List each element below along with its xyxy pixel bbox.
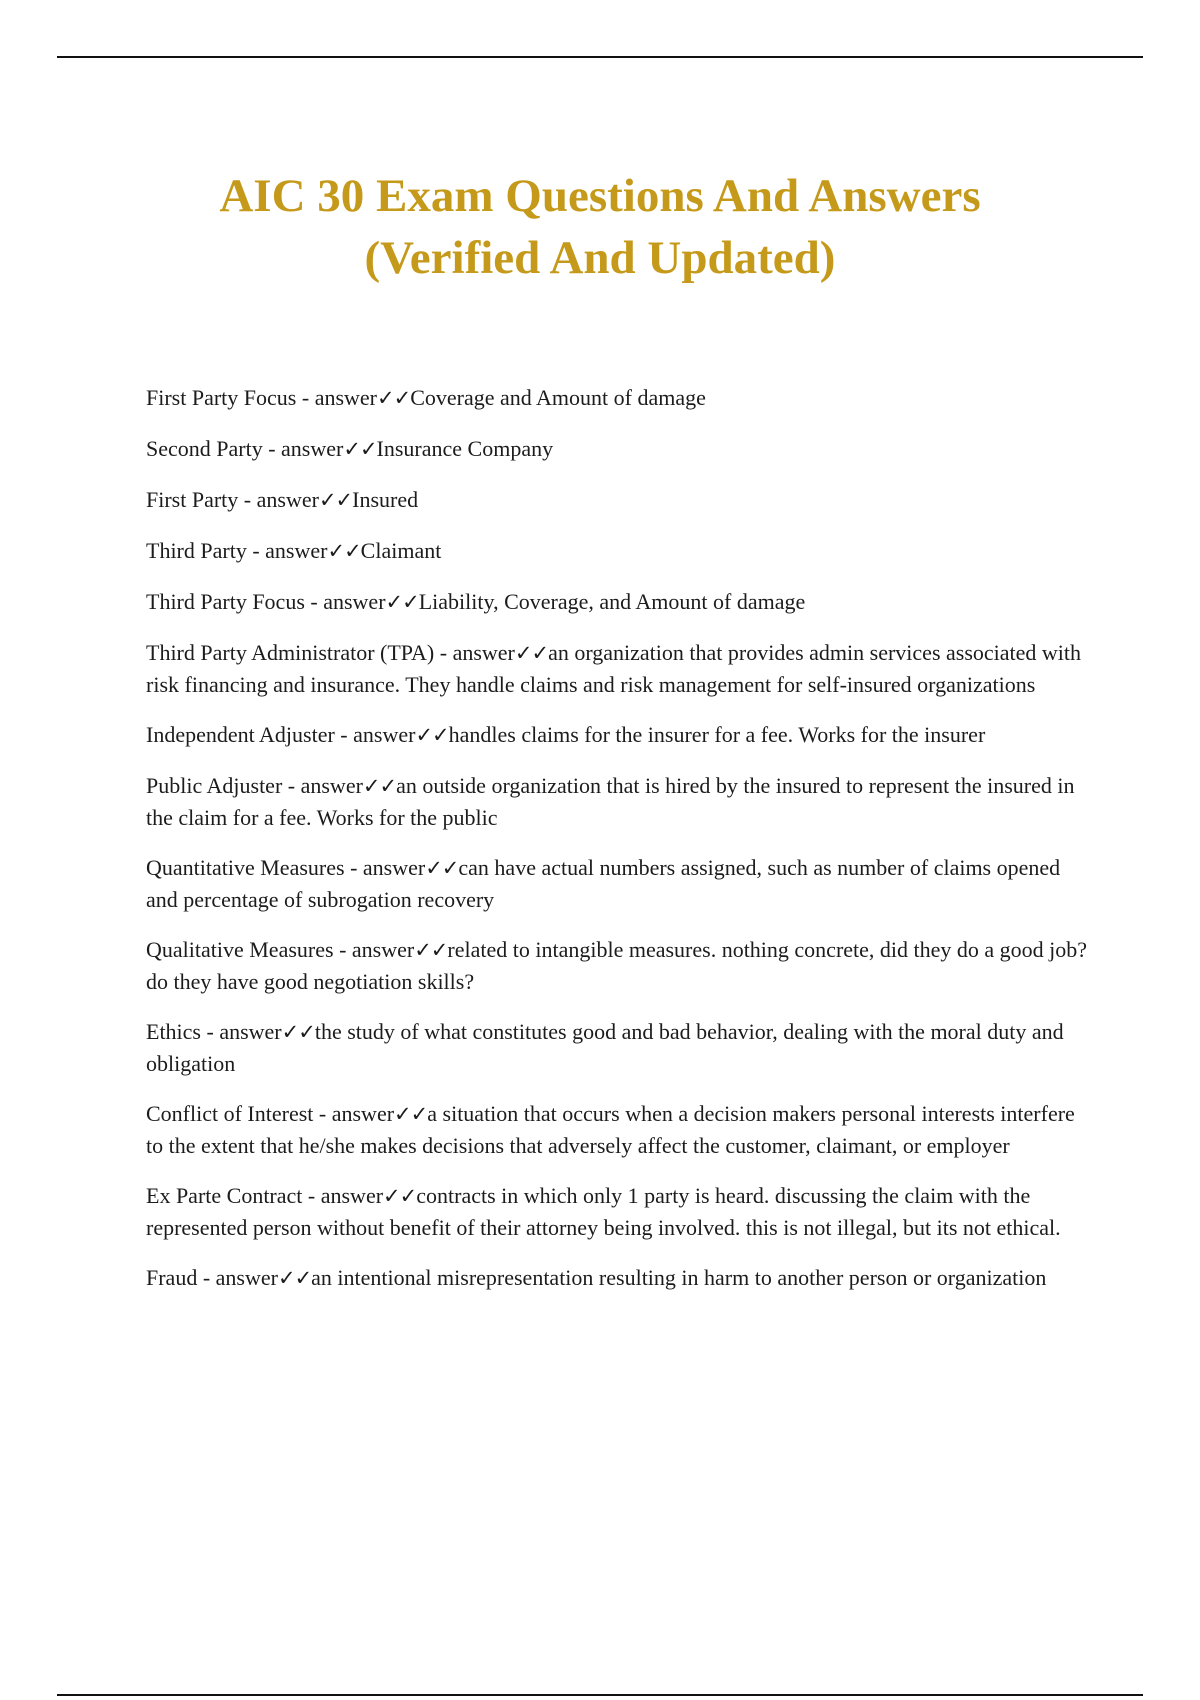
answer-label: answer xyxy=(323,589,386,614)
qa-item xyxy=(146,1180,1096,1243)
answer-label: answer xyxy=(452,640,515,665)
answer-label: answer xyxy=(362,855,426,880)
title-line-1: AIC 30 Exam Questions And Answers xyxy=(219,170,981,222)
title-line-2: (Verified And Updated) xyxy=(364,232,836,284)
qa-term: First Party Focus xyxy=(146,385,297,410)
qa-term: Public Adjuster xyxy=(146,773,283,798)
double-check-icon: ✓✓ xyxy=(281,1020,315,1044)
qa-separator: - xyxy=(282,773,301,798)
top-rule xyxy=(57,56,1143,58)
qa-item xyxy=(146,934,1096,997)
qa-separator: - xyxy=(344,855,363,880)
answer-label: answer xyxy=(215,1265,278,1290)
qa-definition: an intentional misrepresentation resulting in harm to another person or organization xyxy=(311,1265,1047,1290)
double-check-icon: ✓✓ xyxy=(362,774,397,798)
qa-item xyxy=(146,484,1096,516)
double-check-icon: ✓✓ xyxy=(318,488,353,512)
qa-list xyxy=(146,382,1096,1313)
qa-separator: - xyxy=(333,937,352,962)
qa-item xyxy=(146,1262,1096,1294)
answer-label: answer xyxy=(353,722,416,747)
qa-term: Ex Parte Contract xyxy=(146,1183,303,1208)
qa-term: Qualitative Measures xyxy=(146,937,334,962)
qa-separator: - xyxy=(334,722,354,747)
double-check-icon: ✓✓ xyxy=(415,723,449,747)
qa-term: Third Party Focus xyxy=(146,589,305,614)
qa-definition: related to intangible measures. nothing concrete, did they do a good job? do they have good negotiation skills? xyxy=(146,937,1088,994)
qa-separator: - xyxy=(434,640,453,665)
qa-term: Conflict of Interest xyxy=(146,1101,314,1126)
qa-item xyxy=(146,852,1096,915)
qa-term: Third Party xyxy=(146,538,247,563)
bottom-rule xyxy=(57,1694,1143,1696)
qa-definition: Coverage and Amount of damage xyxy=(410,385,706,410)
answer-label: answer xyxy=(351,937,415,962)
answer-label: answer xyxy=(219,1019,282,1044)
qa-separator: - xyxy=(197,1265,216,1290)
qa-term: Independent Adjuster xyxy=(146,722,335,747)
answer-label: answer xyxy=(314,385,377,410)
qa-item xyxy=(146,1016,1096,1079)
qa-definition: an organization that provides admin services associated with risk financing and insurance. They handle claims and risk management for self-insured organizations xyxy=(146,640,1082,697)
qa-separator: - xyxy=(302,1183,321,1208)
qa-definition: a situation that occurs when a decision makers personal interests interfere to the extent that he/she makes decisions that adversely affect the customer, claimant, or employer xyxy=(146,1101,1075,1158)
qa-separator: - xyxy=(262,436,282,461)
qa-item xyxy=(146,1098,1096,1161)
qa-definition: Insured xyxy=(352,487,419,512)
qa-term: Quantitative Measures xyxy=(146,855,345,880)
qa-item xyxy=(146,637,1096,700)
qa-separator: - xyxy=(304,589,324,614)
qa-item xyxy=(146,770,1096,833)
answer-label: answer xyxy=(256,487,319,512)
qa-separator: - xyxy=(238,487,257,512)
qa-definition: handles claims for the insurer for a fee. Works for the insurer xyxy=(448,722,986,747)
qa-term: Ethics xyxy=(146,1019,201,1044)
double-check-icon: ✓✓ xyxy=(514,641,549,665)
answer-label: answer xyxy=(331,1101,395,1126)
qa-separator: - xyxy=(201,1019,220,1044)
qa-definition: Insurance Company xyxy=(376,436,554,461)
double-check-icon: ✓✓ xyxy=(385,590,419,614)
double-check-icon: ✓✓ xyxy=(425,856,459,880)
double-check-icon: ✓✓ xyxy=(327,539,361,563)
qa-item xyxy=(146,719,1096,751)
answer-label: answer xyxy=(265,538,328,563)
qa-separator: - xyxy=(313,1101,332,1126)
qa-definition: Liability, Coverage, and Amount of damage xyxy=(418,589,806,614)
qa-definition: an outside organization that is hired by the insured to represent the insured in the claim for a fee. Works for the public xyxy=(146,773,1075,830)
double-check-icon: ✓✓ xyxy=(383,1184,417,1208)
double-check-icon: ✓✓ xyxy=(394,1102,428,1126)
qa-item xyxy=(146,433,1096,465)
qa-separator: - xyxy=(246,538,266,563)
answer-label: answer xyxy=(320,1183,384,1208)
qa-item xyxy=(146,586,1096,618)
double-check-icon: ✓✓ xyxy=(277,1266,312,1290)
double-check-icon: ✓✓ xyxy=(343,437,377,461)
answer-label: answer xyxy=(300,773,363,798)
qa-definition: can have actual numbers assigned, such as number of claims opened and percentage of subrogation recovery xyxy=(146,855,1061,912)
qa-definition: Claimant xyxy=(360,538,442,563)
qa-item xyxy=(146,535,1096,567)
qa-item xyxy=(146,382,1096,414)
qa-definition: contracts in which only 1 party is heard. discussing the claim with the represented person without benefit of their attorney being involved. this is not illegal, but its not ethical. xyxy=(146,1183,1061,1240)
qa-term: First Party xyxy=(146,487,239,512)
document-title xyxy=(100,165,1100,289)
qa-term: Third Party Administrator (TPA) xyxy=(146,640,435,665)
qa-term: Fraud xyxy=(146,1265,198,1290)
answer-label: answer xyxy=(281,436,344,461)
double-check-icon: ✓✓ xyxy=(377,386,411,410)
qa-term: Second Party xyxy=(146,436,263,461)
double-check-icon: ✓✓ xyxy=(414,938,448,962)
qa-definition: the study of what constitutes good and bad behavior, dealing with the moral duty and obligation xyxy=(146,1019,1064,1076)
qa-separator: - xyxy=(296,385,315,410)
